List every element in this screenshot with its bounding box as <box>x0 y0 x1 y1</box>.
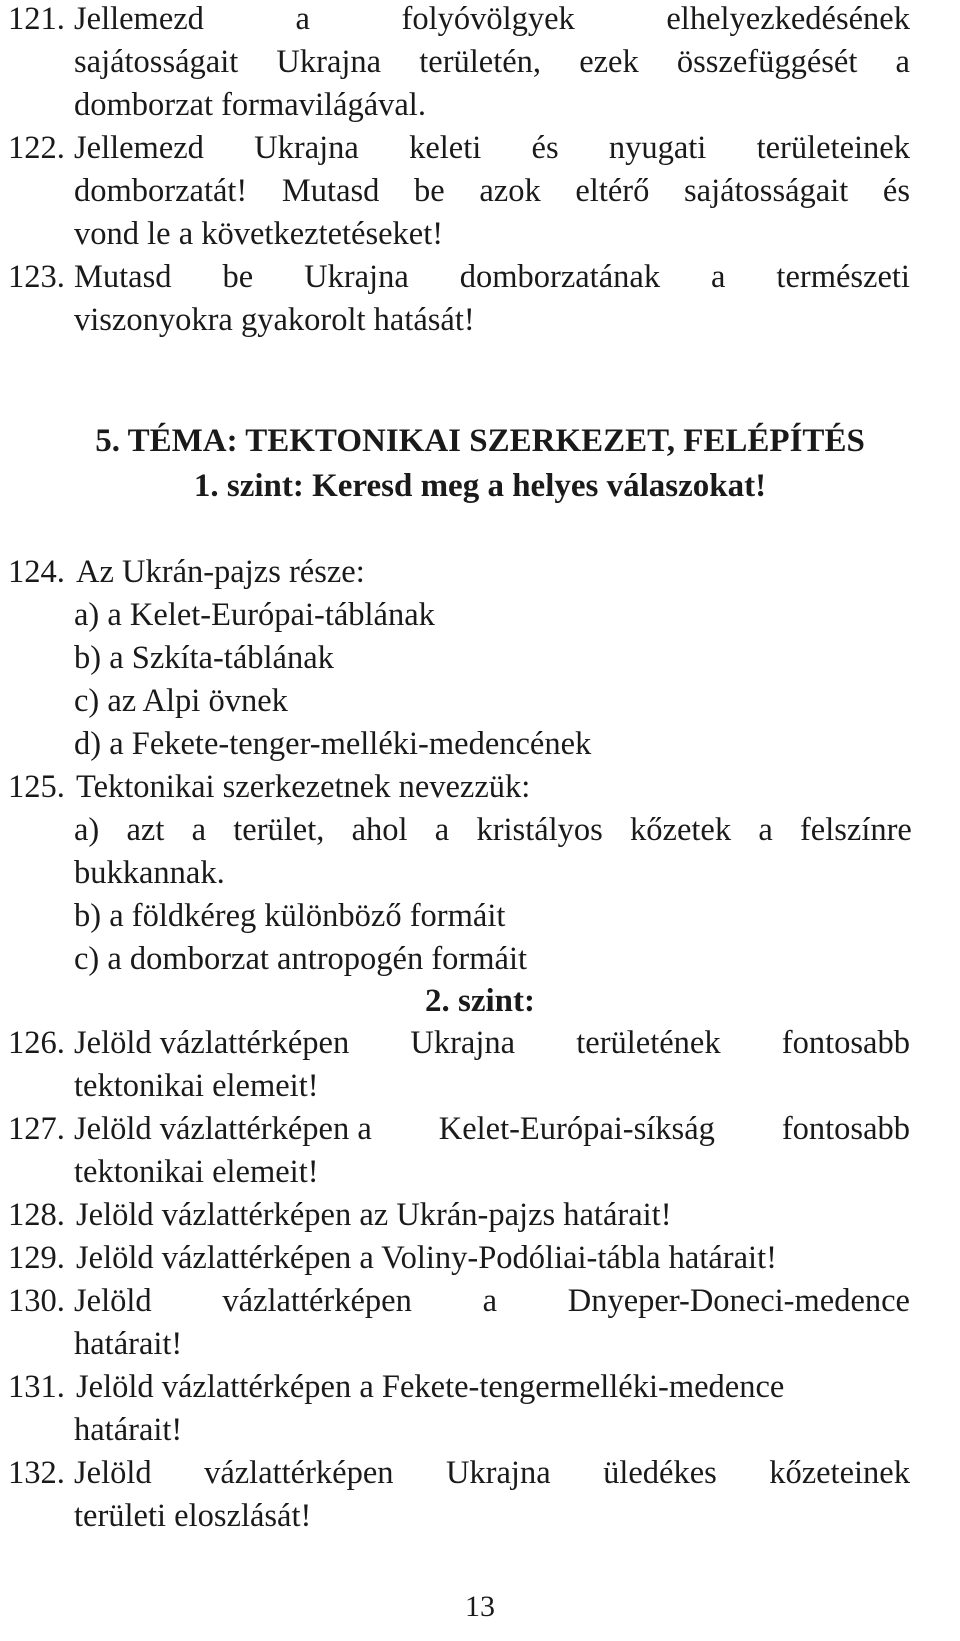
question-121-text-line2 <box>74 46 910 79</box>
word: azok <box>479 173 541 209</box>
question-123-line1 <box>8 261 76 294</box>
word: területén, <box>419 44 542 80</box>
question-128 <box>8 1199 672 1232</box>
question-number: 131. <box>8 1369 65 1405</box>
question-number: 128. <box>8 1197 65 1233</box>
word: Mutasd <box>281 173 380 209</box>
answer-option-a <box>74 814 912 847</box>
question-123-text-line1 <box>74 261 910 294</box>
word: Ukrajna <box>410 1025 516 1061</box>
word: és <box>531 130 559 166</box>
question-130-text-line1 <box>74 1285 910 1318</box>
answer-option-b: b) a földkéreg különböző formáit <box>74 898 506 934</box>
section-title: 5. TÉMA: TEKTONIKAI SZERKEZET, FELÉPÍTÉS <box>95 423 865 459</box>
question-number: 121. <box>8 1 65 37</box>
question-126-text-line2: tektonikai elemeit! <box>74 1068 319 1104</box>
question-text: Jelöld vázlattérképen az Ukrán-pajzs határait! <box>76 1197 672 1233</box>
question-131 <box>8 1371 784 1404</box>
word: sajátosságait <box>74 44 239 80</box>
level-2-heading: 2. szint: <box>425 983 535 1019</box>
word: elhelyezkedésének <box>666 1 910 37</box>
page-number: 13 <box>465 1590 495 1623</box>
word: ezek <box>579 44 639 80</box>
word: eltérő <box>575 173 650 209</box>
word: a <box>711 259 726 295</box>
question-127-text-line1 <box>74 1113 910 1146</box>
question-127-line1 <box>8 1113 76 1146</box>
word: kristályos <box>476 812 603 848</box>
word: Jelöld vázlattérképen a <box>74 1111 372 1147</box>
word: keleti <box>409 130 482 166</box>
question-number: 123. <box>8 259 65 295</box>
question-125 <box>8 771 530 804</box>
word: be <box>222 259 254 295</box>
word: Jelöld <box>74 1455 152 1491</box>
word: Jelöld vázlattérképen <box>74 1025 350 1061</box>
question-121-text-line1 <box>74 3 910 36</box>
question-130-text-line2: határait! <box>74 1326 183 1362</box>
answer-option-a-cont: bukkannak. <box>74 855 225 891</box>
word: összefüggését <box>676 44 858 80</box>
question-122-text-line3: vond le a következtetéseket! <box>74 216 444 252</box>
word: Jelöld <box>74 1283 152 1319</box>
answer-option-c: c) a domborzat antropogén formáit <box>74 941 528 977</box>
word: ahol <box>351 812 408 848</box>
question-131-text-line2: határait! <box>74 1412 183 1448</box>
question-126-line1 <box>8 1027 76 1060</box>
word: domborzatát! <box>74 173 248 209</box>
question-130-line1 <box>8 1285 76 1318</box>
word: Jellemezd <box>74 1 204 37</box>
word: Ukrajna <box>304 259 409 295</box>
question-121-text-line3: domborzat formavilágával. <box>74 87 426 123</box>
word: azt <box>126 812 165 848</box>
word: Ukrajna <box>276 44 382 80</box>
word: Dnyeper-Doneci-medence <box>567 1283 910 1319</box>
word: a <box>434 812 450 848</box>
question-text: Tektonikai szerkezetnek nevezzük: <box>76 769 531 805</box>
question-129 <box>8 1242 777 1275</box>
question-126-text-line1 <box>74 1027 910 1060</box>
word: vázlattérképen <box>222 1283 412 1319</box>
question-number: 125. <box>8 769 65 805</box>
question-127-text-line2: tektonikai elemeit! <box>74 1154 319 1190</box>
word: Jellemezd <box>74 130 204 166</box>
question-number: 124. <box>8 554 65 590</box>
word: a <box>191 812 207 848</box>
word: folyóvölgyek <box>401 1 575 37</box>
word: vázlattérképen <box>204 1455 394 1491</box>
question-121-line1 <box>8 3 76 36</box>
word: természeti <box>776 259 910 295</box>
question-122-text-line1 <box>74 132 910 165</box>
question-number: 129. <box>8 1240 65 1276</box>
question-number: 122. <box>8 130 65 166</box>
word: Ukrajna <box>254 130 359 166</box>
question-122-line1 <box>8 132 76 165</box>
question-text: Az Ukrán-pajzs része: <box>76 554 365 590</box>
word: fontosabb <box>781 1111 910 1147</box>
word: területének <box>576 1025 721 1061</box>
question-124 <box>8 556 365 589</box>
answer-option-d: d) a Fekete-tenger-melléki-medencének <box>74 726 592 762</box>
word: Ukrajna <box>445 1455 551 1491</box>
question-number: 127. <box>8 1111 65 1147</box>
question-number: 126. <box>8 1025 65 1061</box>
word: üledékes <box>603 1455 717 1491</box>
word: sajátosságait <box>684 173 849 209</box>
question-122-text-line2 <box>74 175 910 208</box>
question-132-text-line1 <box>74 1457 910 1490</box>
word: a <box>295 1 310 37</box>
word: a <box>758 812 773 848</box>
word: nyugati <box>608 130 707 166</box>
word: domborzatának <box>459 259 661 295</box>
word: területeinek <box>756 130 910 166</box>
word: felszínre <box>799 812 912 848</box>
word: Kelet-Európai-síkság <box>438 1111 715 1147</box>
level-1-heading: 1. szint: Keresd meg a helyes válaszokat! <box>193 468 767 504</box>
question-132-text-line2: területi eloszlását! <box>74 1498 312 1534</box>
question-text: Jelöld vázlattérképen a Fekete-tengermelléki-medence <box>76 1369 785 1405</box>
word: Mutasd <box>74 259 172 295</box>
question-text: Jelöld vázlattérképen a Voliny-Podóliai-tábla határait! <box>76 1240 777 1276</box>
word: kőzetek <box>630 812 732 848</box>
word: és <box>882 173 910 209</box>
answer-option-a: a) a Kelet-Európai-táblának <box>74 597 435 633</box>
question-number: 132. <box>8 1455 65 1491</box>
question-132-line1 <box>8 1457 76 1490</box>
word: a <box>895 44 910 80</box>
word: a <box>482 1283 498 1319</box>
word: be <box>414 173 445 209</box>
question-number: 130. <box>8 1283 65 1319</box>
word: terület, <box>233 812 325 848</box>
word: fontosabb <box>781 1025 910 1061</box>
word: kőzeteinek <box>769 1455 910 1491</box>
answer-option-b: b) a Szkíta-táblának <box>74 640 334 676</box>
question-123-text-line2: viszonyokra gyakorolt hatását! <box>74 302 475 338</box>
word: a) <box>74 812 100 848</box>
answer-option-c: c) az Alpi övnek <box>74 683 288 719</box>
